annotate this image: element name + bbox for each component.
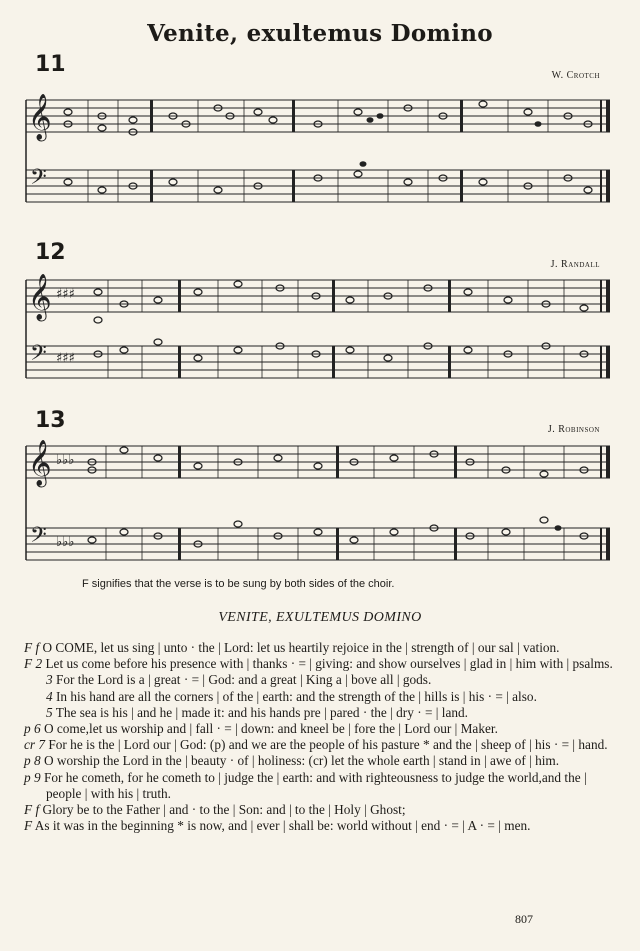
staff-notation [18,268,618,388]
canticle-title: VENITE, EXULTEMUS DOMINO [218,610,422,625]
verse-marker: F 2 [24,656,43,672]
composer-name: J. Robinson [547,424,600,435]
key-signature: ♭♭♭ [56,453,75,468]
verse-text: Glory be to the Father | and · to the | Son: and | to the | Holy | Ghost; [42,802,406,818]
verse-marker: 3 [46,672,53,688]
verse-6 [24,721,616,737]
verse-marker: p 8 [24,753,41,769]
verse-marker: 5 [46,704,53,720]
verse-text: O COME, let us sing | unto · the | Lord: let us heartily rejoice in the | strength of | our sal | vation. [42,640,560,655]
key-signature: ♯♯♯ [56,287,75,302]
verse-3 [24,672,616,688]
verse-8 [24,753,616,769]
staff-notation [18,434,618,569]
key-signature: ♭♭♭ [56,535,75,550]
gloria-1 [24,802,616,818]
verse-text: O come,let us worship and | fall · = | down: and kneel be | fore the | Lord our | Maker. [43,721,498,737]
treble-clef: 𝄞 [28,440,52,486]
verse-9 [24,770,616,802]
tune-number: 12 [35,240,66,265]
verse-marker: F f [24,802,40,818]
gloria-2 [24,818,616,834]
verse-5 [24,705,616,721]
verse-text: Let us come before his presence with | thanks · = | giving: and show ourselves | glad in | him with | psalms. [45,656,613,672]
verse-marker: p 6 [24,721,41,737]
verse-text: For he cometh, for he cometh to | judge the | earth: and with righteousness to judge the world,and the | people | with his | truth. [43,769,587,801]
bass-clef: 𝄢 [30,341,47,371]
page-number: 807 [515,912,533,926]
footnote: F signifies that the verse is to be sung by both sides of the choir. [82,578,395,590]
verse-2 [24,656,616,672]
verse-1 [24,640,616,656]
composer-name: J. Randall [550,259,600,270]
staff-notation [18,86,618,216]
bass-clef: 𝄢 [30,165,47,195]
bass-clef: 𝄢 [30,523,47,553]
music-system-13 [18,434,618,569]
tune-number: 11 [35,52,66,77]
verse-text: The sea is his | and he | made it: and his hands pre | pared · the | dry · = | land. [55,704,468,720]
verse-marker: F f [24,640,40,655]
treble-clef: 𝄞 [28,274,52,320]
key-signature: ♯♯♯ [56,351,75,366]
verse-text: For the Lord is a | great · = | God: and a great | King a | bove all | gods. [55,672,432,688]
verse-text: In his hand are all the corners | of the | earth: and the strength of the | hills is | his · = | also. [55,688,537,704]
treble-clef: 𝄞 [28,94,52,140]
verse-marker: F [24,818,33,834]
verse-text: O worship the Lord in the | beauty · of | holiness: (cr) let the whole earth | stand in | awe of | him. [43,753,560,769]
page-title: Venite, exultemus Domino [147,20,493,47]
tune-number: 13 [35,408,66,433]
verse-7 [24,737,616,753]
verse-text: As it was in the beginning * is now, and | ever | shall be: world without | end · = | A · = | men. [34,818,531,834]
music-system-12 [18,268,618,388]
verse-marker: p 9 [24,769,41,785]
verse-4 [24,689,616,705]
music-system-11 [18,86,618,216]
verse-marker: 4 [46,688,53,704]
composer-name: W. Crotch [551,70,600,81]
verse-text: For he is the | Lord our | God: (p) and we are the people of his pasture * and the | sheep of | his · = | hand. [48,737,608,753]
psalter-text [24,640,616,834]
verse-marker: cr 7 [24,737,46,753]
